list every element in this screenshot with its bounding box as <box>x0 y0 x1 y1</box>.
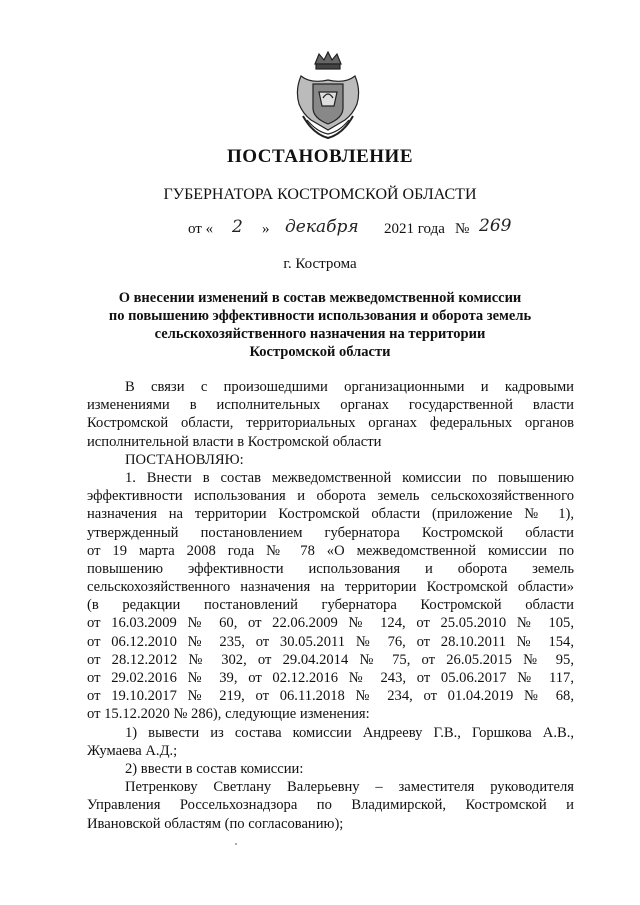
issuer-title: ГУБЕРНАТОРА КОСТРОМСКОЙ ОБЛАСТИ <box>163 186 477 203</box>
body-line: Жумаева А.Д.; <box>87 742 178 759</box>
body-line: от 28.12.2012 № 302, от 29.04.2014 № 75, от 26.05.2015 № 95, <box>87 651 574 668</box>
body-line: изменениями в исполнительных органах государственной власти <box>87 397 574 414</box>
subject-line: О внесении изменений в состав межведомственной комиссии <box>118 290 522 306</box>
body-line: (в редакции постановлений губернатора Костромской области <box>87 597 574 614</box>
document-body <box>87 378 574 833</box>
body-line: утвержденный постановлением губернатора Костромской области <box>87 524 574 541</box>
body-line: от 15.12.2020 № 286), следующие изменения: <box>87 706 370 723</box>
date-line <box>0 216 640 245</box>
body-line: Управления Россельхознадзора по Владимирской, Костромской и <box>87 797 574 814</box>
body-line: Костромской области, территориальных органах федеральных органов <box>87 415 574 432</box>
body-line: ПОСТАНОВЛЯЮ: <box>125 451 244 468</box>
number-label: № <box>455 221 470 237</box>
body-line: назначения на территории Костромской области (приложение № 1), <box>87 506 574 523</box>
body-line: 1. Внести в состав межведомственной комиссии по повышению <box>125 469 574 486</box>
body-line: от 19 марта 2008 года № 78 «О межведомственной комиссии по <box>87 542 574 559</box>
body-line: В связи с произошедшими организационными и кадровыми <box>125 379 574 395</box>
document-number-handwritten: 269 <box>479 216 512 236</box>
body-line: Петренкову Светлану Валерьевну – заместителя руководителя <box>125 779 574 796</box>
subject-line: сельскохозяйственного назначения на территории <box>154 326 486 342</box>
date-mid: » <box>262 221 270 237</box>
date-day-handwritten: 2 <box>232 217 243 237</box>
document-title: ПОСТАНОВЛЕНИЕ <box>226 146 414 167</box>
body-line: сельскохозяйственного назначения на территории Костромской области» <box>87 579 574 596</box>
subject-line: по повышению эффективности использования и оборота земель <box>108 308 532 324</box>
city: г. Кострома <box>283 256 357 272</box>
scan-speck <box>235 843 237 845</box>
date-prefix: от « <box>188 221 214 237</box>
body-line: 2) ввести в состав комиссии: <box>125 760 304 777</box>
body-line: от 16.03.2009 № 60, от 22.06.2009 № 124, от 25.05.2010 № 105, <box>87 615 574 632</box>
body-line: от 29.02.2016 № 39, от 02.12.2016 № 243, от 05.06.2017 № 117, <box>87 670 574 686</box>
body-line: 1) вывести из состава комиссии Андрееву Г.В., Горшкова А.В., <box>125 724 574 741</box>
body-line: исполнительной власти в Костромской области <box>87 433 382 450</box>
subject-line: Костромской области <box>249 344 391 360</box>
body-line: Ивановской областям (по согласованию); <box>87 815 344 832</box>
coat-of-arms-icon <box>293 50 363 142</box>
body-line: эффективности использования и оборота земель сельскохозяйственного <box>87 488 574 505</box>
body-line: от 06.12.2010 № 235, от 30.05.2011 № 76, от 28.10.2011 № 154, <box>87 633 574 650</box>
date-month-handwritten: декабря <box>285 217 359 237</box>
body-line: от 19.10.2017 № 219, от 06.11.2018 № 234, от 01.04.2019 № 68, <box>87 688 574 705</box>
body-line: повышению эффективности использования и оборота земель <box>87 560 574 577</box>
date-year: 2021 года <box>384 221 445 237</box>
